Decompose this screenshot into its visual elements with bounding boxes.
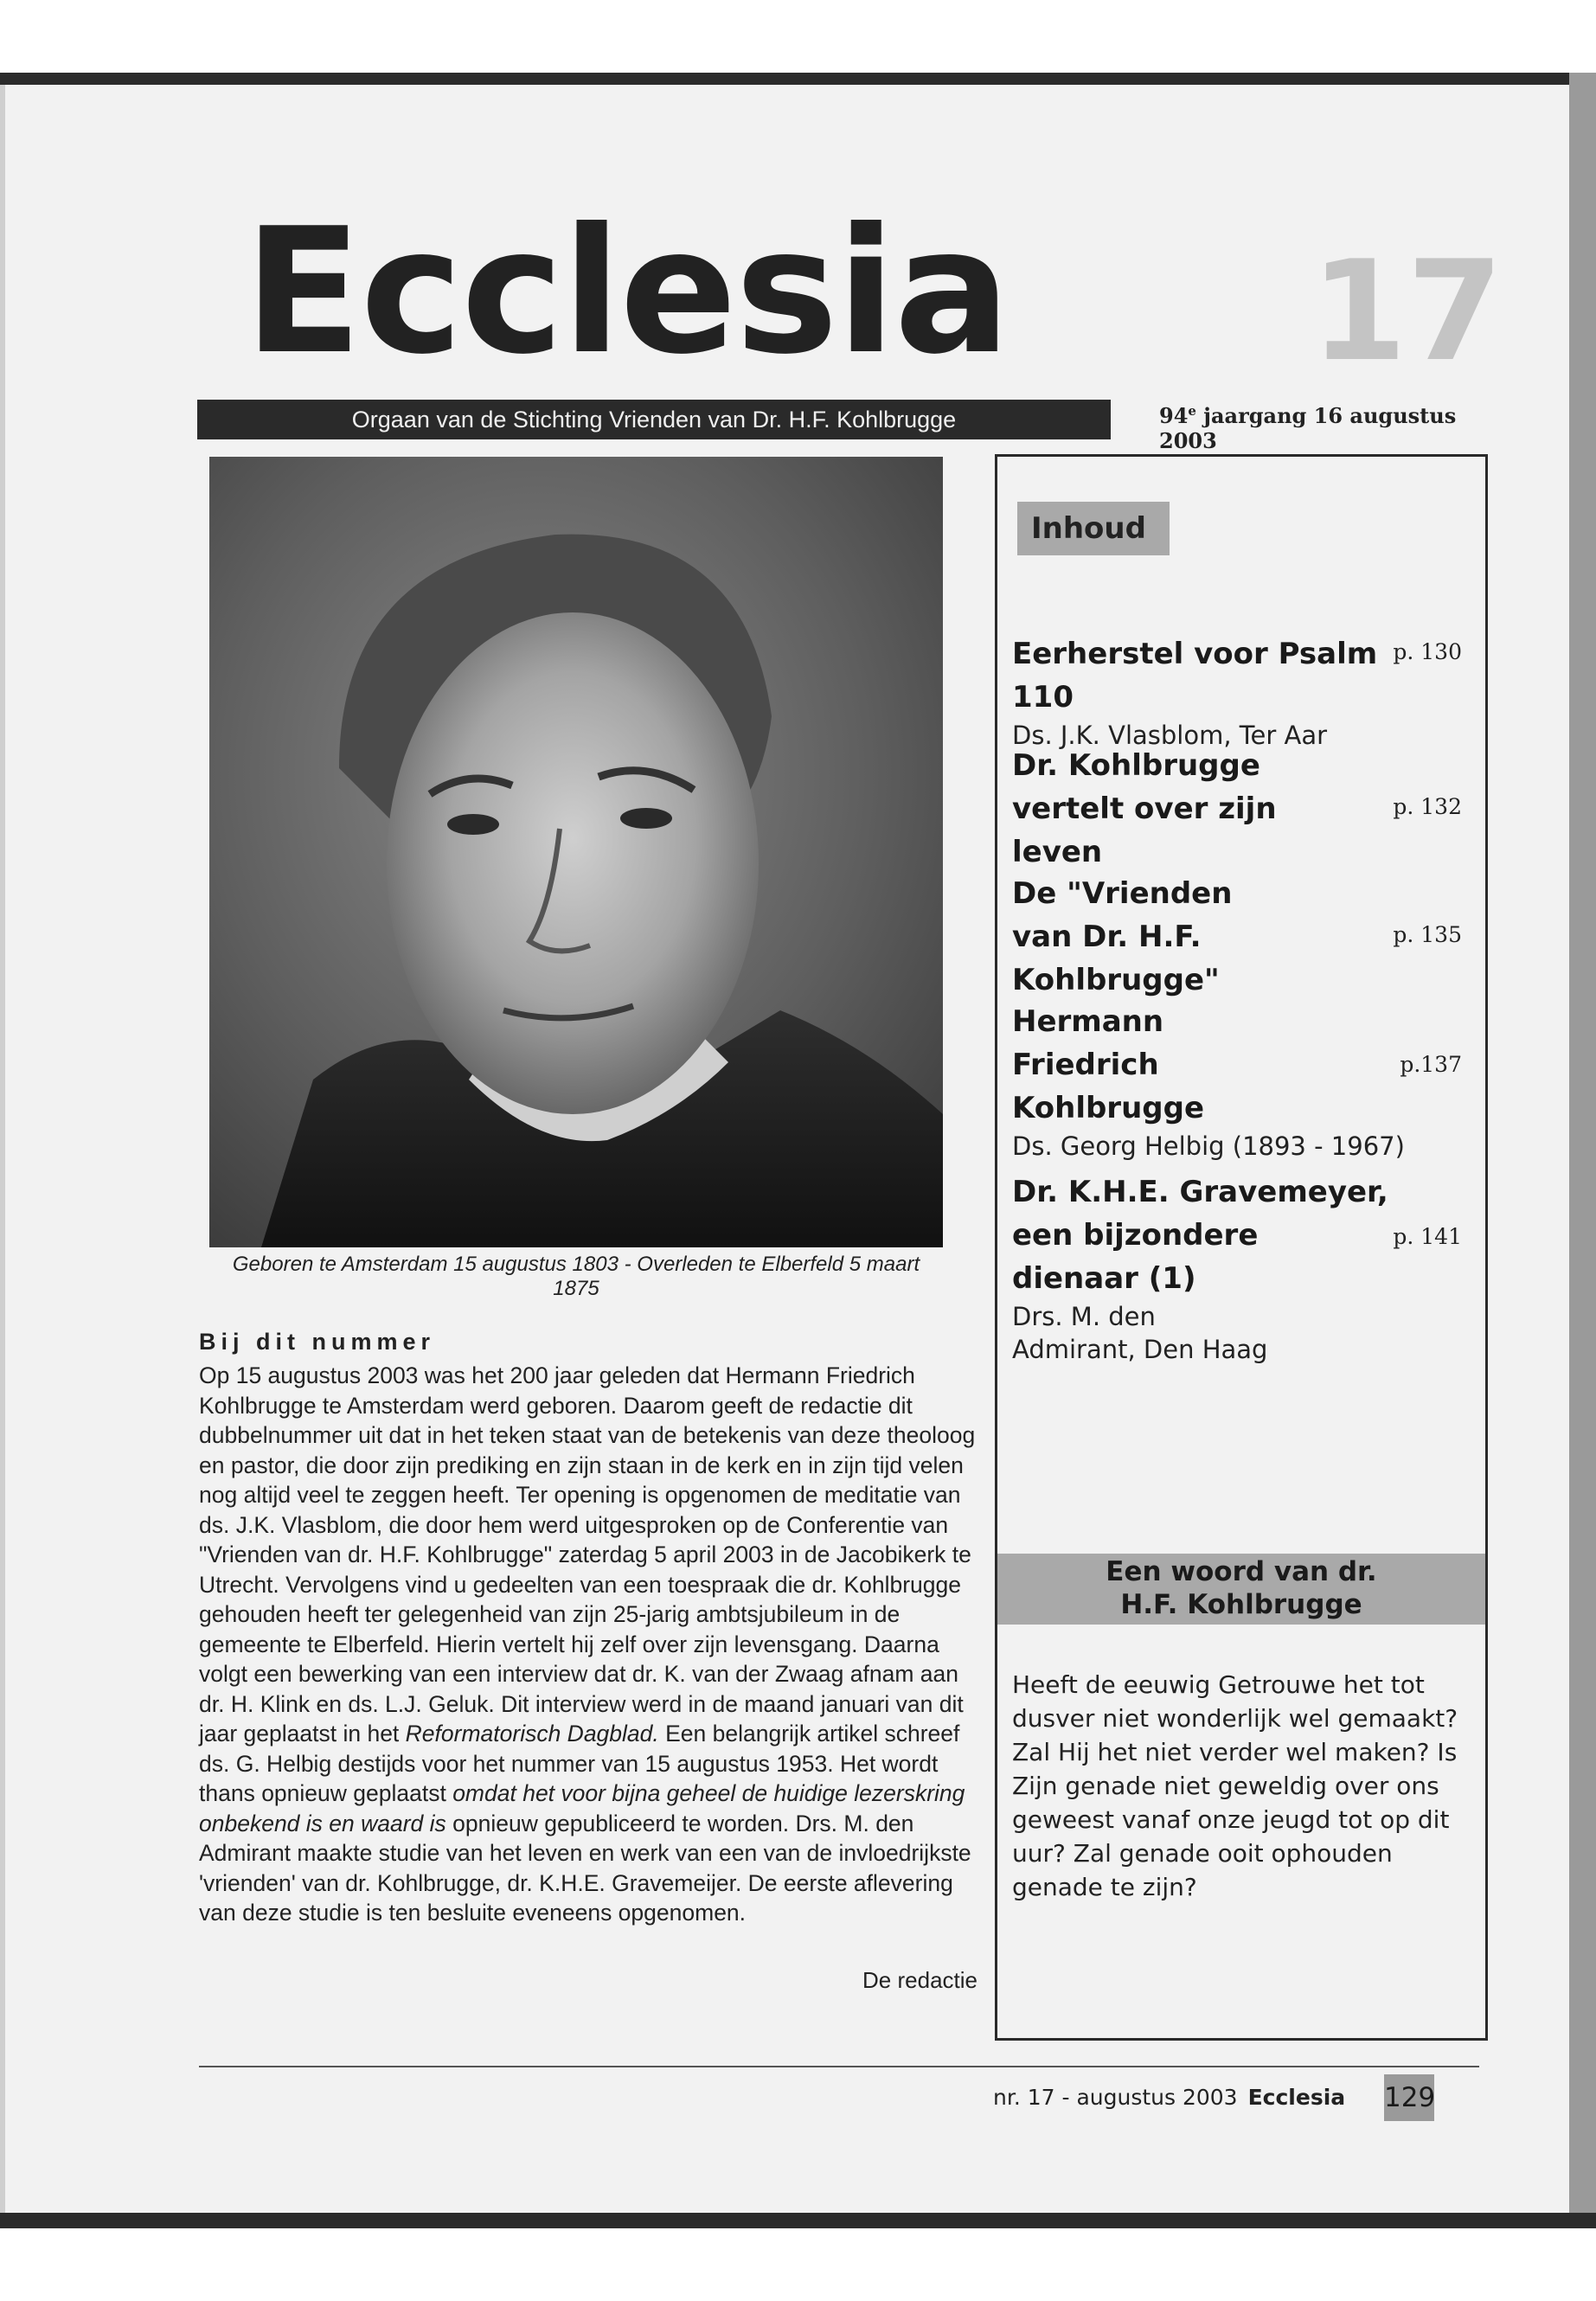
footer-brand: Ecclesia: [1247, 2085, 1346, 2110]
article-emphasis: omdat het voor bijna geheel de huidige lezerskring onbekend is en waard is: [199, 1780, 965, 1836]
scan-top-shadow: [0, 73, 1596, 85]
toc-author: Ds. Georg Helbig (1893 - 1967): [1012, 1131, 1405, 1161]
toc-author: Ds. J.K. Vlasblom, Ter Aar: [1012, 721, 1328, 750]
toc-title: Dr. Kohlbrugge vertelt over zijn leven: [1012, 748, 1277, 869]
toc-entry[interactable]: [1012, 744, 1462, 874]
article-body: [199, 1361, 977, 1928]
article-heading: Bij dit nummer: [199, 1329, 436, 1355]
page-number: 129: [1384, 2074, 1434, 2121]
quote-heading-text: Een woord van dr. H.F. Kohlbrugge: [1106, 1556, 1377, 1620]
scan-bottom-margin: [0, 2228, 1596, 2301]
toc-entry[interactable]: [1012, 872, 1462, 1002]
toc-title: Eerherstel voor Psalm 110: [1012, 637, 1378, 715]
scan-right-edge: [1569, 73, 1596, 2228]
year-suffix: e: [1188, 403, 1196, 419]
toc-entry[interactable]: [1012, 1000, 1462, 1163]
date-text: jaargang 16 augustus 2003: [1159, 403, 1457, 453]
footer-issue-info: nr. 17 - augustus 2003: [993, 2085, 1238, 2110]
article-part-2: Een belangrijk artikel schreef ds. G. Helbig destijds voor het nummer van 15 augustus 1953. Het wordt thans opnieuw geplaatst: [199, 1721, 960, 1806]
portrait-caption: Geboren te Amsterdam 15 augustus 1803 - Overleden te Elberfeld 5 maart 1875: [232, 1253, 920, 1300]
toc-author: Drs. M. den Admirant, Den Haag: [1012, 1302, 1268, 1364]
toc-page: p. 132: [1393, 794, 1462, 819]
quote-text: Heeft de eeuwig Getrouwe het tot dusver niet wonderlijk wel gemaakt? Zal Hij het niet verder wel maken? Is Zijn genade niet geweldig over ons geweest vanaf onze jeugd tot op dit uur? Zal genade ooit ophouden genade te zijn?: [1012, 1670, 1458, 1901]
toc-page: p. 130: [1393, 639, 1462, 664]
toc-page: p. 141: [1393, 1224, 1462, 1249]
issue-number: 17: [1311, 230, 1503, 392]
article-part-3: opnieuw gepubliceerd te worden. Drs. M. den Admirant maakte studie van het leven en werk van een van de invloedrijkste 'vrienden' van dr. Kohlbrugge, dr. K.H.E. Gravemeijer. De eerste aflevering van deze studie is ten besluite eveneens opgenomen.: [199, 1810, 971, 1926]
newspaper-title: Reformatorisch Dagblad.: [405, 1721, 659, 1747]
quote-heading: [997, 1554, 1485, 1625]
article-part-1: Op 15 augustus 2003 was het 200 jaar geleden dat Hermann Friedrich Kohlbrugge te Amsterdam werd geboren. Daarom geeft de redactie dit dubbelnummer uit dat in het teken staat van de betekenis van deze theoloog en pastor, die door zijn prediking en zijn staan in de kerk en in zijn tijd velen nog altijd veel te zeggen heeft. Ter opening is opgenomen de meditatie van ds. J.K. Vlasblom, die door hem werd uitgesproken op de Conferentie van "Vrienden van dr. H.F. Kohlbrugge" zaterdag 5 april 2003 in de Jacobikerk te Utrecht. Vervolgens vind u gedeelten van een toespraak die dr. Kohlbrugge gehouden heeft ter gelegenheid van zijn 25-jarig ambtsjubileum in de gemeente te Elberfeld. Hierin vertelt hij zelf over zijn levensgang. Daarna volgt een bewerking van een interview dat dr. K. van der Zwaag afnam aan dr. H. Klink en ds. L.J. Geluk. Dit interview werd in de maand januari van dit jaar geplaatst in het: [199, 1362, 976, 1747]
year-number: 94: [1159, 403, 1189, 428]
masthead-subtitle: Orgaan van de Stichting Vrienden van Dr. H.F. Kohlbrugge: [197, 400, 1111, 439]
footer-divider: [199, 2066, 1479, 2067]
toc-entry[interactable]: [1012, 632, 1462, 752]
contents-sidebar: [995, 454, 1488, 2041]
toc-title: Dr. K.H.E. Gravemeyer, een bijzondere dienaar (1): [1012, 1175, 1388, 1296]
toc-page: p. 135: [1393, 922, 1462, 947]
portrait-right-eye: [620, 808, 672, 829]
portrait-face: [387, 612, 759, 1114]
article-signature: De redactie: [862, 1967, 977, 1993]
masthead-title: Ecclesia: [244, 191, 1010, 393]
toc-title: Hermann Friedrich Kohlbrugge: [1012, 1004, 1205, 1125]
portrait-image: [209, 457, 943, 1247]
contents-heading: Inhoud: [1017, 502, 1170, 555]
scan-bottom-shadow: [0, 2213, 1596, 2228]
scan-top-margin: [0, 0, 1596, 73]
portrait-left-eye: [447, 814, 499, 835]
toc-page: p.137: [1400, 1052, 1462, 1077]
toc-title: De "Vrienden van Dr. H.F. Kohlbrugge": [1012, 876, 1233, 997]
toc-entry[interactable]: [1012, 1170, 1462, 1366]
issue-date: [1159, 403, 1479, 453]
footer: [993, 2085, 1345, 2110]
